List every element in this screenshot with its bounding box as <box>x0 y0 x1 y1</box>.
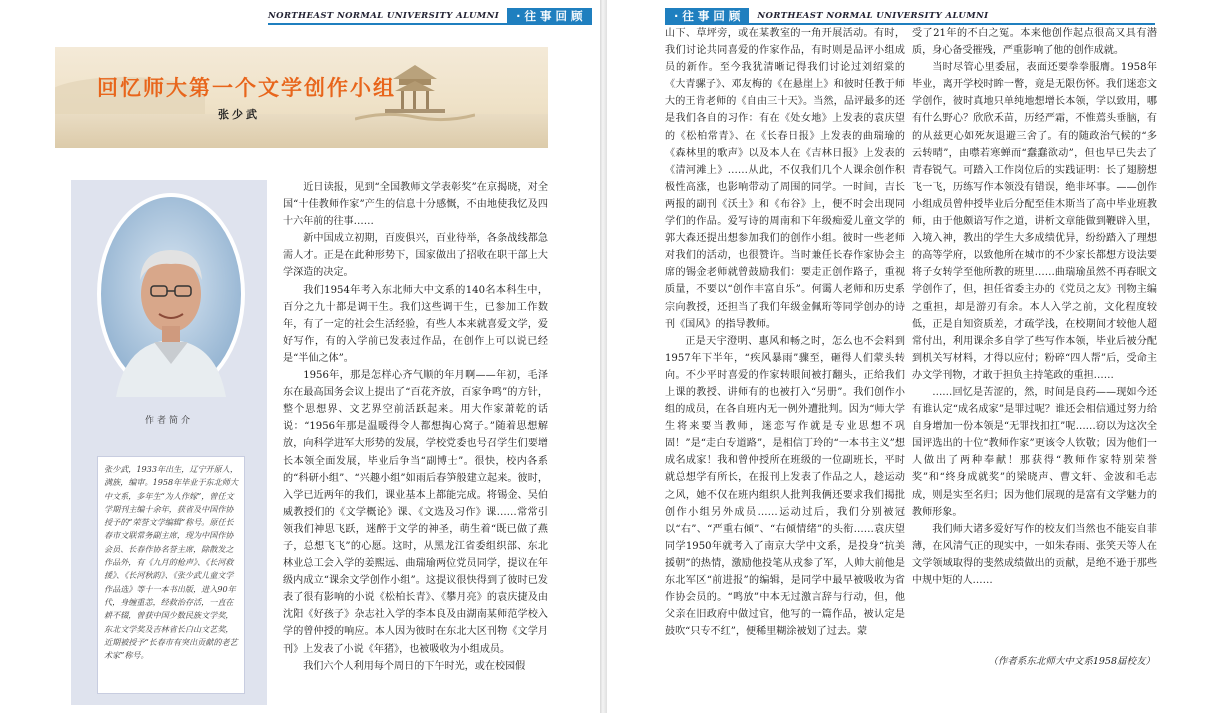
author-sidebar <box>71 180 267 705</box>
portrait-image <box>96 192 246 397</box>
left-header <box>268 8 583 25</box>
paragraph: 近日读报，见到“全国教师文学表彰奖”在京揭晓，对全国“十佳教师作家”产生的信息十分感慨，不由地使我忆及四十六年前的往事…… <box>283 182 548 228</box>
magazine-name: NORTHEAST NORMAL UNIVERSITY ALUMNI <box>268 9 507 25</box>
article-author: 张少武 <box>218 108 260 121</box>
paragraph: 当时尽管心里委屈，表面还要拳拳服膺。1958年毕业，离开学校时眸一瞥，竟是无限伤怀。我们迷恋文学创作，彼时真地只单纯地想增长本领，学以致用，哪有什么野心？欣欣禾苗，历经严霜，不惟蔫头垂脑，有的从兹更心如死灰退避三舍了。有的随政治气候的“多云转晴”，由噤若寒蝉而“蠢蠢欲动”，但也早已失去了青春锐气。可踏入工作岗位后的实践证明：长了翅膀想飞一飞，历练写作本领没有错误，绝非坏事。——创作小组成员曾仲授毕业后分配至佳木斯当了高中毕业班教师，由于他颇谙写作之道，讲析文章能做到鞭辟入里，入境入神，教出的学生大多成绩优异，纷纷踏入了理想的高等学府，以致他所在城市的不少家长都想方设法要将子女转学至他所教的班里……曲瑞瑜虽然不再春眠文学创作了，但，担任省委主办的《党员之友》刊物主编之重担，却是游刃有余。本人入学之前，文化程度较低，正是自知资质差，才疏学浅，在校期间才较他人超常付出，利用课余多自学了些写作本领，毕业后被分配到机关写材料，才得以应付；粉碎“四人帮”后，受命主办文学刊物，才敢于担负主持笔政的重担…… <box>912 62 1157 381</box>
paragraph: 受了21年的不白之冤。本来他创作起点很高又具有潜质，身心备受摧残，严重影响了他的创作成就。 <box>912 28 1157 57</box>
paragraph: 我们1954年考入东北师大中文系的140名本科生中，百分之九十都是调干生。我们这些调干生，已参加工作数年，有了一定的社会生活经验，有些人本来就喜爱文学，爱好写作，有的入学前已发表过作品，在创作上可以说已经是“半仙之体”。 <box>283 284 548 364</box>
bio-caption: 作者简介 <box>144 416 193 426</box>
paragraph: 我们六个人利用每个周日的下午时光，或在校园假 <box>303 660 526 672</box>
article-title: 回忆师大第一个文学创作小组 <box>97 76 396 100</box>
paragraph: 山下、草坪旁，或在某教室的一角开展活动。有时，我们讨论共同喜爱的作家作品，有时则是品评小组成员的新作。至今我犹清晰记得我们讨论过刘绍棠的《大青骡子》、邓友梅的《在悬崖上》和彼时任教于师大的王肯老师的《自由三十天》。当然，品评最多的还是我们各自的习作：有在《处女地》上发表的袁庆望的《松柏常青》、在《长春日报》上发表的曲瑞瑜的《森林里的歌声》以及本人在《吉林日报》上发表的《清河滩上》……从此，不仅我们几个人课余创作积极性高涨，也影响带动了周围的同学。一时间，吉长两报的副刊《沃土》和《布谷》上，便不时会出现同学们的作品。爱写诗的周南和下年级痴爱儿童文学的郭大森还提出想参加我们的创作小组。彼时一些老师对我们的活动，也很赞许。当时兼任长春作家协会主席的锡金老师就曾鼓励我们：要走正创作路子，重视质量，不要以“创作丰富自乐”。何霭人老师和历史系宗向教授，还担当了我们年级金佩珩等同学创办的诗刊《国风》的指导教师。 <box>665 28 905 330</box>
left-body-column <box>283 179 548 709</box>
author-portrait <box>96 192 246 397</box>
title-banner <box>55 47 548 148</box>
magazine-name: NORTHEAST NORMAL UNIVERSITY ALUMNI <box>749 9 1155 25</box>
paragraph: ……回忆是苦涩的，然，时间是良药——现如今还有谁认定“成名成家”是罪过呢？谁还会相信通过努力给自身增加一份本领是“无罪找扣扛”呢……窃以为这次全国评选出的十位“教师作家”更该令人钦敬；因为他们一人做出了两种奉献！那获得“教师作家特别荣誉奖”和“终身成就奖”的梁晓声、曹文轩、金波和毛志成，则是实至名归；因为他们展现的是富有文学魅力的教师形象。 <box>912 386 1157 518</box>
page-gutter <box>600 0 607 713</box>
right-body-column-1 <box>665 25 905 705</box>
author-bio: 张少武，1933年出生，辽宁开原人，满族，编审。1958年毕业于东北师大中文系，多年生“为人作嫁”，曾任文学期刊主编十余年，获省及中国作协授予的“荣誉文学编辑”称号。原任长春市文联常务副主席，现为中国作协会员、长春作协名誉主席，除散发之作品外，有《九月的枪声》、《长河救援》、《长河秋韵》、《张少武儿童文学作品选》等十一本书出版，进入90年代，身缠重恙，经救治存活，一直在耕不辍，曾获中国少数民族文学奖，东北文学奖及吉林省长白山文艺奖，近期被授予“长春市有突出贡献的老艺术家”称号。 <box>97 456 245 694</box>
paragraph: 新中国成立初期，百废俱兴，百业待举，各条战线都急需人才。正是在此种形势下，国家做出了招收在职干部上大学深造的决定。 <box>283 233 548 279</box>
author-signature: （作者系东北师大中文系1958届校友） <box>988 656 1155 667</box>
right-header <box>665 8 1155 25</box>
right-page <box>607 0 1207 713</box>
paragraph: 我们师大诸多爱好写作的校友们当然也不能妄自菲薄，在风清气正的现实中，一如朱春雨、张笑天等人在文学领域取得的斐然成绩做出的贡献，是绝不逊于那些中规中矩的人…… <box>912 523 1157 586</box>
paragraph: 1956年，那是怎样心齐气顺的年月啊——年初，毛泽东在最高国务会议上提出了“百花齐放，百家争鸣”的方针，整个思想界、文艺界空前活跃起来。用大作家萧乾的话说：“1956年那是温暖得令人都想掏心窝子。”随着思想解放，向科学进军大形势的发展，学校党委也号召学生们要增长本领全面发展，毕业后争当“副博士”。很快，校内各系的“科研小组”、“兴趣小组”如雨后春笋般建立起来。彼时，入学已近两年的我们，课业基本上都能完成。将锡金、吴伯威教授们的《文学概论》课、《文选及习作》课……常常引领我们神思飞跃，迷醉于文学的神圣，萌生着“既已做了燕子，总想飞飞”的心愿。这时，从黑龙江省委组织部、东北林业总工会入学的姜熙远、曲瑞瑜两位党员同学，提议在年级内成立“课余文学创作小组”。这提议很快得到了彼时已发表了很有影响的小说《松柏长青》、《攀月亮》的袁庆捷及由沈阳《好孩子》杂志社入学的李本良及由湖南某师范学校入学的曾仲授的响应。本人因为彼时在东北大区刊物《文学月刊》上发表了小说《年猪》，也被吸收为小组成员。 <box>283 370 548 655</box>
section-badge: · 往 事 回 顾 <box>665 8 749 25</box>
right-body-column-2 <box>912 25 1157 625</box>
paragraph: 正是天宇澄明、惠风和畅之时，怎么也不会料到1957年下半年，“疾风暴雨”骤至，砸得人们蒙头转向。不少平时喜爱的作家转眼间被打翻头，正给我们上课的教授、讲师有的也被打入“另册”。我们创作小组的成员，在各自班内无一例外遭批判。因为“师大学生将来要当教师，迷恋写作就是专业思想不巩固！”是“走白专道路”，是相信丁玲的“一本书主义”想成名成家！我和曾仲授所在班级的一位副班长，平时就总想学有所长，在报刊上发表了作品之人，趁运动之风，她不仅在班内组织人批判我俩还要求我们揭批创作小组另外成员……运动过后，我们分别被冠以“右”、“严重右倾”、“右倾情绪”的头衔……袁庆望同学1950年就考入了南京大学中文系，是投身“抗美援朝”的热情，激励他投笔从戎参了军，人帅大前他是东北军区“前进报”的编辑，是同学中最早被吸收为省作协会员的。“鸣放”中本无过激言辞与行动，但，他父亲在旧政府中做过官，他写的一篇作品，被认定是鼓吹“只专不红”，便稀里糊涂被划了过去。蒙 <box>665 335 905 638</box>
left-page <box>0 0 600 713</box>
section-badge: · 往 事 回 顾 <box>507 8 591 25</box>
